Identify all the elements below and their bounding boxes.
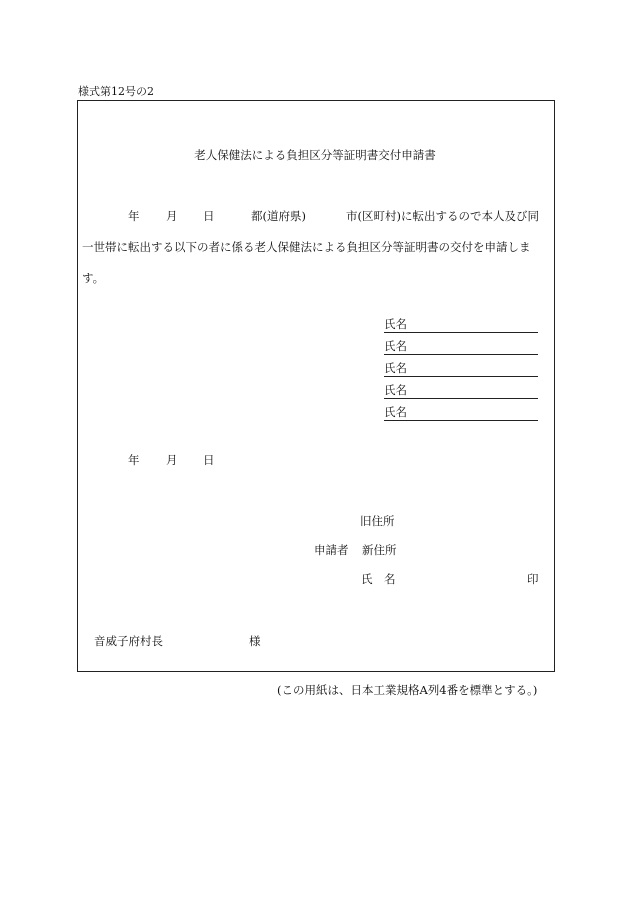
new-address-label: 新住所 (362, 543, 397, 557)
name-field[interactable] (384, 341, 538, 355)
form-title: 老人保健法による負担区分等証明書交付申請書 (194, 148, 436, 162)
applicant-name-label: 名 (384, 572, 396, 586)
paper-size-footnote: (この用紙は、日本工業規格A列4番を標準とする。) (277, 683, 538, 697)
name-field-label: 氏名 (384, 339, 407, 353)
name-field[interactable] (384, 407, 538, 421)
applicant-label: 申請者 (314, 543, 349, 557)
prefecture-label: 都(道府県) (251, 209, 306, 223)
applicant-name-label: 氏 (361, 572, 373, 586)
addressee: 音威子府村長 (94, 634, 163, 648)
honorific: 様 (249, 634, 261, 648)
name-field-label: 氏名 (384, 361, 407, 375)
name-field-label: 氏名 (384, 405, 407, 419)
body-text-line: す。 (82, 271, 105, 285)
name-field[interactable] (384, 385, 538, 399)
date-day-label: 日 (203, 453, 215, 467)
date-day-label: 日 (203, 209, 215, 223)
name-field[interactable] (384, 363, 538, 377)
seal-label: 印 (527, 572, 539, 586)
form-number: 様式第12号の2 (78, 85, 154, 98)
body-text-line: 一世帯に転出する以下の者に係る老人保健法による負担区分等証明書の交付を申請しま (82, 240, 531, 254)
name-field[interactable] (384, 319, 538, 333)
old-address-label: 旧住所 (360, 514, 395, 528)
date-year-label: 年 (128, 209, 140, 223)
name-field-label: 氏名 (384, 383, 407, 397)
city-label: 市(区町村)に転出するので本人及び同 (346, 209, 539, 223)
date-month-label: 月 (166, 209, 178, 223)
name-field-label: 氏名 (384, 317, 407, 331)
date-month-label: 月 (166, 453, 178, 467)
date-year-label: 年 (128, 453, 140, 467)
